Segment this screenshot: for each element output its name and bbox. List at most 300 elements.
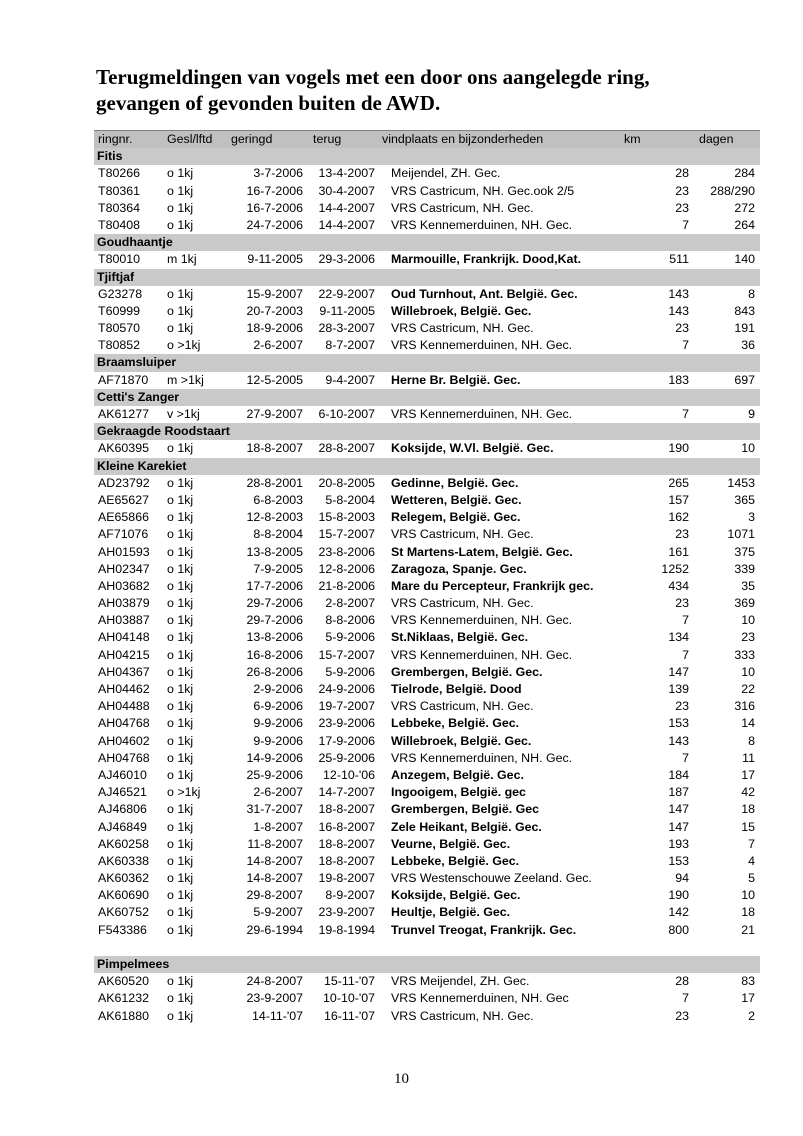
title-line-1: Terugmeldingen van vogels met een door ons aangelegde ring, — [96, 65, 650, 89]
table-row — [94, 698, 760, 715]
ring-number: AH04367 — [98, 664, 150, 679]
location: VRS Castricum, NH. Gec. — [391, 321, 534, 336]
recovered-date: 23-8-2006 — [318, 544, 375, 559]
ring-number: T80266 — [98, 166, 141, 181]
days: 375 — [734, 544, 755, 559]
distance-km: 23 — [675, 596, 689, 611]
ringed-date: 14-8-2007 — [246, 871, 303, 886]
days: 4 — [748, 853, 755, 868]
table-row — [94, 647, 760, 664]
days: 21 — [741, 922, 755, 937]
table-row — [94, 990, 760, 1007]
location: Wetteren, België. Gec. — [391, 492, 522, 507]
table-row — [94, 1008, 760, 1025]
recovered-date: 2-8-2007 — [325, 596, 375, 611]
location: Mare du Percepteur, Frankrijk gec. — [391, 578, 594, 593]
location: Zele Heikant, België. Gec. — [391, 819, 542, 834]
table-row — [94, 165, 760, 182]
days: 843 — [734, 303, 755, 318]
sex-age: o >1kj — [167, 785, 201, 800]
recovered-date: 28-8-2007 — [318, 441, 375, 456]
recovered-date: 24-9-2006 — [318, 682, 375, 696]
ring-number: AH04768 — [98, 750, 150, 765]
sex-age: o 1kj — [167, 905, 194, 920]
sex-age: o >1kj — [167, 338, 201, 353]
days: 333 — [734, 647, 755, 662]
sex-age: o 1kj — [167, 630, 194, 645]
days: 140 — [734, 252, 755, 267]
location: Heultje, België. Gec. — [391, 905, 511, 920]
table-row — [94, 526, 760, 543]
table-row — [94, 784, 760, 801]
recovered-date: 9-11-2005 — [319, 303, 375, 318]
distance-km: 143 — [668, 733, 689, 748]
distance-km: 23 — [675, 321, 689, 336]
location: Ingooigem, België. gec — [391, 785, 526, 800]
species-name: Cetti's Zanger — [97, 389, 180, 404]
days: 7 — [748, 836, 755, 851]
table-row — [94, 664, 760, 681]
ringed-date: 1-8-2007 — [253, 819, 303, 834]
header-km: km — [624, 132, 641, 146]
species-name: Tjiftjaf — [97, 269, 135, 284]
table-row — [94, 200, 760, 217]
ring-number: AD23792 — [98, 475, 150, 490]
location: St Martens-Latem, België. Gec. — [391, 544, 573, 559]
days: 10 — [741, 888, 755, 903]
species-name: Gekraagde Roodstaart — [97, 424, 230, 439]
sex-age: o 1kj — [167, 888, 194, 903]
ringed-date: 16-7-2006 — [246, 183, 303, 198]
location: VRS Kennemerduinen, NH. Gec. — [391, 613, 573, 628]
days: 23 — [741, 630, 755, 645]
location: VRS Castricum, NH. Gec. — [391, 596, 534, 611]
recovered-date: 19-7-2007 — [318, 699, 375, 714]
recovered-date: 16-11-'07 — [323, 1008, 375, 1023]
days: 697 — [734, 372, 755, 387]
sex-age: o 1kj — [167, 217, 194, 232]
ring-number: AH04462 — [98, 682, 150, 696]
ringed-date: 14-11-'07 — [251, 1008, 303, 1023]
distance-km: 143 — [668, 286, 689, 301]
recovered-date: 15-7-2007 — [318, 527, 375, 542]
group-spacer — [94, 939, 760, 956]
distance-km: 7 — [682, 991, 689, 1006]
distance-km: 161 — [668, 544, 689, 559]
ringed-date: 16-7-2006 — [246, 200, 303, 215]
table-row — [94, 492, 760, 509]
location: VRS Kennemerduinen, NH. Gec. — [391, 338, 573, 353]
ring-number: AJ46010 — [98, 767, 147, 782]
species-group-header — [94, 269, 760, 286]
ringed-date: 9-11-2005 — [247, 252, 303, 267]
sex-age: o 1kj — [167, 1008, 194, 1023]
days: 10 — [741, 664, 755, 679]
ring-number: AH04148 — [98, 630, 150, 645]
distance-km: 184 — [668, 767, 689, 782]
distance-km: 800 — [668, 922, 689, 937]
table-row — [94, 578, 760, 595]
recovered-date: 23-9-2007 — [318, 905, 375, 920]
sex-age: o 1kj — [167, 527, 194, 542]
page-number: 10 — [394, 1071, 409, 1087]
days: 369 — [734, 596, 755, 611]
ring-number: T80361 — [98, 183, 141, 198]
sex-age: o 1kj — [167, 853, 194, 868]
sex-age: o 1kj — [167, 750, 194, 765]
table-row — [94, 320, 760, 337]
location: Herne Br. België. Gec. — [391, 372, 521, 387]
ringed-date: 6-9-2006 — [253, 699, 303, 714]
table-row — [94, 870, 760, 887]
ringed-date: 3-7-2006 — [253, 166, 303, 181]
distance-km: 7 — [682, 217, 689, 232]
table-row — [94, 183, 760, 200]
table-row — [94, 801, 760, 818]
ring-number: F543386 — [98, 922, 147, 937]
days: 2 — [748, 1008, 755, 1023]
recovered-date: 28-3-2007 — [318, 321, 375, 336]
days: 365 — [734, 492, 755, 507]
species-group-header — [94, 389, 760, 406]
table-row — [94, 544, 760, 561]
ringed-date: 13-8-2006 — [246, 630, 303, 645]
table-row — [94, 681, 760, 698]
ringed-date: 5-9-2007 — [253, 905, 303, 920]
distance-km: 28 — [675, 974, 689, 989]
ringed-date: 12-5-2005 — [246, 372, 303, 387]
distance-km: 7 — [682, 647, 689, 662]
recovered-date: 21-8-2006 — [318, 578, 375, 593]
location: VRS Kennemerduinen, NH. Gec. — [391, 647, 573, 662]
ring-number: AK61232 — [98, 991, 149, 1006]
table-row — [94, 836, 760, 853]
ring-number: AK60338 — [98, 853, 149, 868]
ringed-date: 31-7-2007 — [246, 802, 303, 817]
page-title — [96, 64, 756, 116]
distance-km: 28 — [675, 166, 689, 181]
days: 18 — [741, 905, 755, 920]
sex-age: o 1kj — [167, 613, 194, 628]
distance-km: 153 — [668, 853, 689, 868]
distance-km: 23 — [675, 527, 689, 542]
sex-age: o 1kj — [167, 286, 194, 301]
ringed-date: 24-8-2007 — [246, 974, 303, 989]
ring-number: AJ46806 — [98, 802, 147, 817]
days: 8 — [748, 733, 755, 748]
sex-age: o 1kj — [167, 475, 194, 490]
ringed-date: 2-6-2007 — [253, 338, 303, 353]
table-row — [94, 372, 760, 389]
ring-number: T80570 — [98, 321, 141, 336]
table-row — [94, 922, 760, 939]
recovered-date: 15-7-2007 — [318, 647, 375, 662]
ringed-date: 7-9-2005 — [253, 561, 303, 576]
distance-km: 134 — [668, 630, 689, 645]
recovered-date: 15-11-'07 — [323, 974, 375, 989]
location: Willebroek, België. Gec. — [391, 733, 532, 748]
days: 10 — [741, 441, 755, 456]
ringed-date: 29-8-2007 — [246, 888, 303, 903]
days: 9 — [748, 407, 755, 421]
ringed-date: 25-9-2006 — [246, 767, 303, 782]
sex-age: o 1kj — [167, 802, 194, 817]
recovered-date: 8-9-2007 — [325, 888, 375, 903]
species-name: Kleine Karekiet — [97, 458, 187, 473]
table-row — [94, 595, 760, 612]
location: VRS Castricum, NH. Gec.ook 2/5 — [391, 183, 575, 198]
ring-number: T80408 — [98, 217, 141, 232]
recovered-date: 14-4-2007 — [318, 200, 375, 215]
ringed-date: 28-8-2001 — [246, 475, 303, 490]
sex-age: o 1kj — [167, 303, 194, 318]
distance-km: 162 — [668, 510, 689, 525]
days: 35 — [741, 578, 755, 593]
days: 1453 — [727, 475, 755, 490]
recovered-date: 18-8-2007 — [318, 836, 375, 851]
table-row — [94, 819, 760, 836]
species-name: Goudhaantje — [97, 235, 173, 250]
ring-number: AH04215 — [98, 647, 150, 662]
ringed-date: 24-7-2006 — [246, 217, 303, 232]
sex-age: o 1kj — [167, 819, 194, 834]
recovered-date: 25-9-2006 — [318, 750, 375, 765]
recovered-date: 8-8-2006 — [325, 613, 375, 628]
ring-number: T80852 — [98, 338, 141, 353]
recovered-date: 18-8-2007 — [318, 853, 375, 868]
location: St.Niklaas, België. Gec. — [391, 630, 529, 645]
distance-km: 511 — [669, 252, 689, 267]
table-row — [94, 887, 760, 904]
location: VRS Kennemerduinen, NH. Gec. — [391, 750, 573, 765]
recovered-date: 17-9-2006 — [318, 733, 375, 748]
table-row — [94, 612, 760, 629]
location: Koksijde, W.Vl. België. Gec. — [391, 441, 554, 456]
ringed-date: 29-6-1994 — [246, 922, 303, 937]
table-header — [94, 130, 760, 148]
sex-age: o 1kj — [167, 836, 194, 851]
sex-age: o 1kj — [167, 578, 194, 593]
species-group-header — [94, 354, 760, 371]
distance-km: 147 — [668, 664, 689, 679]
table-row — [94, 337, 760, 354]
distance-km: 190 — [668, 888, 689, 903]
recovered-date: 15-8-2003 — [318, 510, 375, 525]
table-row — [94, 733, 760, 750]
recovered-date: 12-10-'06 — [323, 767, 375, 782]
sex-age: v >1kj — [167, 407, 200, 421]
table-row — [94, 251, 760, 268]
recovered-date: 10-10-'07 — [323, 991, 375, 1006]
distance-km: 7 — [682, 750, 689, 765]
ringed-date: 14-8-2007 — [246, 853, 303, 868]
recovered-date: 30-4-2007 — [318, 183, 375, 198]
distance-km: 193 — [668, 836, 689, 851]
distance-km: 139 — [668, 682, 689, 696]
distance-km: 183 — [668, 372, 689, 387]
sex-age: o 1kj — [167, 733, 194, 748]
ring-number: T60999 — [98, 303, 141, 318]
location: Lebbeke, België. Gec. — [391, 853, 520, 868]
ring-number: AH04768 — [98, 716, 150, 731]
location: VRS Castricum, NH. Gec. — [391, 527, 534, 542]
recovered-date: 23-9-2006 — [318, 716, 375, 731]
header-sex-age: Gesl/lftd — [167, 132, 213, 146]
distance-km: 142 — [668, 905, 689, 920]
location: VRS Kennemerduinen, NH. Gec — [391, 991, 569, 1006]
sex-age: o 1kj — [167, 544, 194, 559]
table-row — [94, 440, 760, 457]
ringed-date: 13-8-2005 — [246, 544, 303, 559]
days: 264 — [734, 217, 755, 232]
ring-number: AH03887 — [98, 613, 150, 628]
distance-km: 23 — [675, 699, 689, 714]
table-row — [94, 629, 760, 646]
sex-age: m >1kj — [167, 372, 204, 387]
recovered-date: 8-7-2007 — [325, 338, 375, 353]
recovered-date: 19-8-1994 — [318, 922, 375, 937]
recovered-date: 22-9-2007 — [318, 286, 375, 301]
title-line-2: gevangen of gevonden buiten de AWD. — [96, 91, 441, 115]
sex-age: o 1kj — [167, 991, 194, 1006]
ringed-date: 16-8-2006 — [246, 647, 303, 662]
days: 22 — [741, 682, 755, 696]
sex-age: o 1kj — [167, 664, 194, 679]
sex-age: o 1kj — [167, 441, 194, 456]
ringed-date: 20-7-2003 — [246, 303, 303, 318]
recovered-date: 12-8-2006 — [318, 561, 375, 576]
recovered-date: 20-8-2005 — [318, 475, 375, 490]
location: Willebroek, België. Gec. — [391, 303, 532, 318]
distance-km: 143 — [668, 303, 689, 318]
sex-age: o 1kj — [167, 871, 194, 886]
ring-number: AJ46849 — [98, 819, 147, 834]
sex-age: o 1kj — [167, 922, 194, 937]
location: Meijendel, ZH. Gec. — [391, 166, 501, 181]
ringed-date: 2-9-2006 — [253, 682, 303, 696]
sex-age: m 1kj — [167, 252, 197, 267]
ring-number: AH01593 — [98, 544, 150, 559]
sex-age: o 1kj — [167, 767, 194, 782]
recovered-date: 19-8-2007 — [318, 871, 375, 886]
days: 14 — [741, 716, 755, 731]
ringed-date: 29-7-2006 — [246, 596, 303, 611]
ring-number: AJ46521 — [98, 785, 147, 800]
sex-age: o 1kj — [167, 200, 194, 215]
days: 339 — [734, 561, 755, 576]
distance-km: 94 — [675, 871, 689, 886]
ring-number: AH04488 — [98, 699, 150, 714]
ring-number: AE65627 — [98, 492, 149, 507]
sex-age: o 1kj — [167, 166, 194, 181]
location: Grembergen, België. Gec. — [391, 664, 543, 679]
table-row — [94, 475, 760, 492]
table-row — [94, 303, 760, 320]
distance-km: 23 — [675, 200, 689, 215]
ring-number: AK60752 — [98, 905, 149, 920]
ringed-date: 9-9-2006 — [253, 716, 303, 731]
days: 18 — [741, 802, 755, 817]
ring-number: AE65866 — [98, 510, 149, 525]
species-name: Braamsluiper — [97, 355, 177, 370]
location: Lebbeke, België. Gec. — [391, 716, 520, 731]
ringed-date: 6-8-2003 — [253, 492, 303, 507]
location: VRS Meijendel, ZH. Gec. — [391, 974, 530, 989]
distance-km: 23 — [675, 1008, 689, 1023]
species-group-header — [94, 458, 760, 475]
ring-number: AH02347 — [98, 561, 150, 576]
location: Tielrode, België. Dood — [391, 682, 522, 696]
sex-age: o 1kj — [167, 561, 194, 576]
location: VRS Castricum, NH. Gec. — [391, 1008, 534, 1023]
ringed-date: 12-8-2003 — [246, 510, 303, 525]
recovered-date: 18-8-2007 — [318, 802, 375, 817]
location: VRS Westenschouwe Zeeland. Gec. — [391, 871, 592, 886]
location: Relegem, België. Gec. — [391, 510, 521, 525]
species-name: Fitis — [97, 149, 123, 164]
distance-km: 7 — [682, 407, 689, 421]
distance-km: 7 — [682, 613, 689, 628]
days: 36 — [741, 338, 755, 353]
days: 288/290 — [710, 183, 755, 198]
table-row — [94, 904, 760, 921]
table-row — [94, 853, 760, 870]
ringed-date: 8-8-2004 — [253, 527, 303, 542]
ring-number: AK60690 — [98, 888, 149, 903]
location: Marmouille, Frankrijk. Dood,Kat. — [391, 252, 582, 267]
ring-number: AK60395 — [98, 441, 149, 456]
species-name: Pimpelmees — [97, 957, 170, 971]
ringed-date: 15-9-2007 — [246, 286, 303, 301]
ringed-date: 2-6-2007 — [253, 785, 303, 800]
location: Grembergen, België. Gec — [391, 802, 540, 817]
sex-age: o 1kj — [167, 974, 194, 989]
recovered-date: 5-9-2006 — [325, 630, 375, 645]
ringed-date: 17-7-2006 — [246, 578, 303, 593]
ring-number: AF71076 — [98, 527, 149, 542]
ringed-date: 14-9-2006 — [246, 750, 303, 765]
distance-km: 147 — [668, 802, 689, 817]
ring-number: AK60520 — [98, 974, 149, 989]
table-row — [94, 715, 760, 732]
days: 10 — [741, 613, 755, 628]
sex-age: o 1kj — [167, 183, 194, 198]
species-group-header — [94, 234, 760, 251]
distance-km: 153 — [668, 716, 689, 731]
recovered-date: 29-3-2006 — [318, 252, 375, 267]
table-row — [94, 561, 760, 578]
ringed-date: 11-8-2007 — [247, 836, 303, 851]
days: 5 — [748, 871, 755, 886]
days: 191 — [734, 321, 755, 336]
distance-km: 147 — [668, 819, 689, 834]
sex-age: o 1kj — [167, 596, 194, 611]
location: VRS Kennemerduinen, NH. Gec. — [391, 217, 573, 232]
ring-number: AH04602 — [98, 733, 150, 748]
sex-age: o 1kj — [167, 647, 194, 662]
days: 17 — [741, 767, 755, 782]
distance-km: 23 — [675, 183, 689, 198]
header-recovered: terug — [313, 132, 342, 146]
table-row — [94, 750, 760, 767]
ringed-date: 18-9-2006 — [246, 321, 303, 336]
sex-age: o 1kj — [167, 699, 194, 714]
ring-number: AK61880 — [98, 1008, 149, 1023]
ring-number: T80364 — [98, 200, 141, 215]
recovered-date: 13-4-2007 — [318, 166, 375, 181]
location: Anzegem, België. Gec. — [391, 767, 524, 782]
distance-km: 265 — [668, 475, 689, 490]
